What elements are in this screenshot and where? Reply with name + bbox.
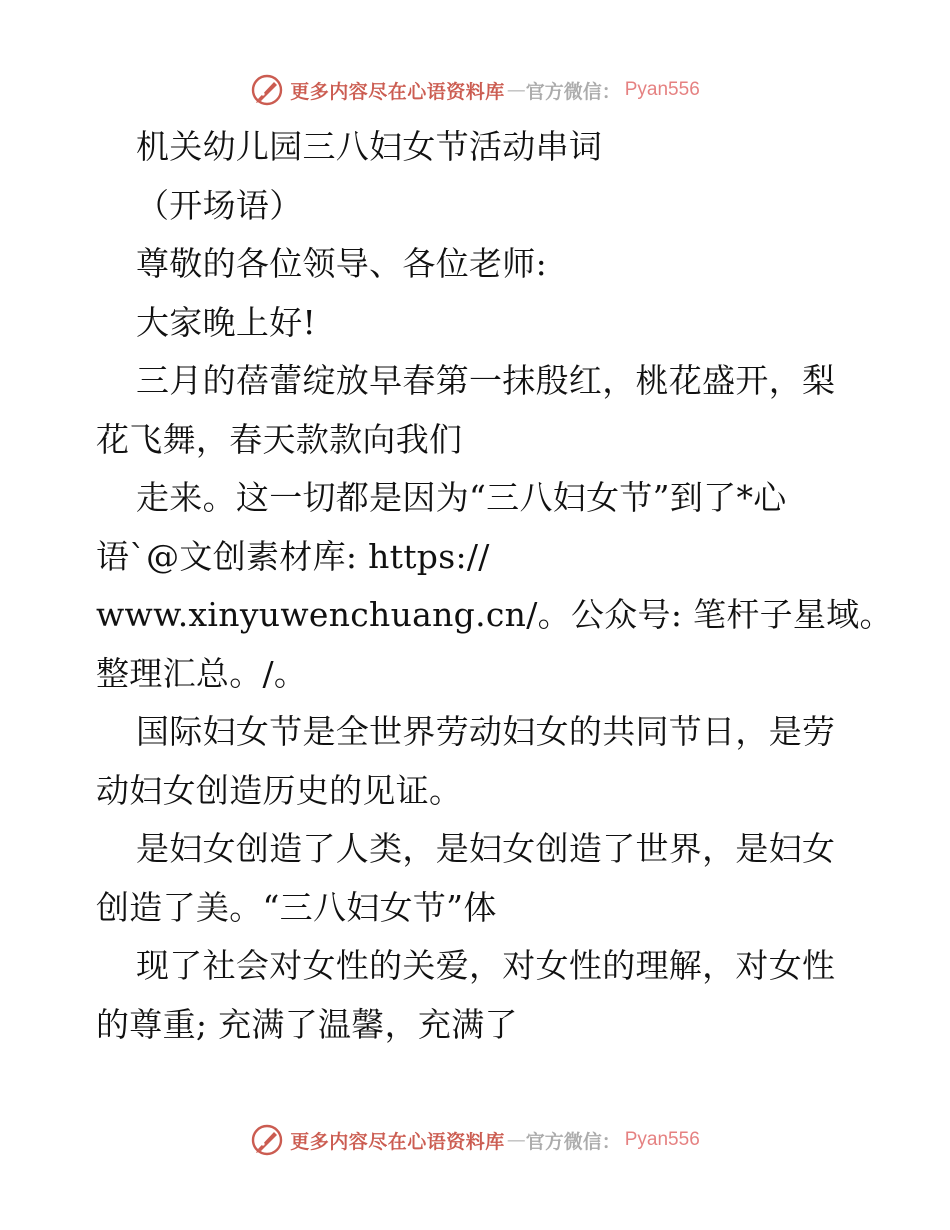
watermark-text: 更多内容尽在心语资料库: [290, 1130, 505, 1153]
text-line: 花飞舞，春天款款向我们: [96, 419, 463, 459]
watermark-dash: —: [506, 79, 524, 101]
text-line: 是妇女创造了人类，是妇女创造了世界，是妇女: [136, 829, 836, 868]
section-heading: （开场语）: [136, 185, 303, 225]
text-line: www.xinyuwenchuang.cn/。公众号: 笔杆子星域。: [96, 595, 893, 634]
watermark-wechat-id: Pyan556: [624, 1129, 700, 1150]
text-line: 整理汇总。/。: [96, 653, 308, 693]
watermark-dash: —: [506, 1129, 524, 1151]
text-line: 创造了美。“三八妇女节”体: [96, 887, 497, 927]
text-line: 大家晚上好!: [136, 302, 317, 342]
text-line: 走来。这一切都是因为“三八妇女节”到了*心: [136, 478, 787, 517]
footer-watermark: [0, 1120, 950, 1160]
watermark-text: 更多内容尽在心语资料库: [290, 80, 505, 103]
watermark-wechat-label: 官方微信：: [525, 1130, 621, 1153]
text-line: 动妇女创造历史的见证。: [96, 770, 463, 810]
text-line: 现了社会对女性的关爱，对女性的理解，对女性: [136, 946, 836, 985]
document-title: 机关幼儿园三八妇女节活动串词: [136, 127, 603, 166]
text-line: 国际妇女节是全世界劳动妇女的共同节日，是劳: [136, 712, 836, 751]
document-body: [96, 118, 893, 1054]
watermark-wechat-id: Pyan556: [624, 79, 700, 100]
text-line: 三月的蓓蕾绽放早春第一抹殷红，桃花盛开，梨: [136, 361, 836, 400]
text-line: 的尊重; 充满了温馨，充满了: [96, 1004, 518, 1044]
text-line: 尊敬的各位领导、各位老师:: [136, 244, 548, 283]
header-watermark: [0, 70, 950, 110]
quill-pen-logo-icon: [250, 73, 284, 107]
watermark-wechat-label: 官方微信：: [525, 80, 621, 103]
quill-pen-logo-icon: [250, 1123, 284, 1157]
text-line: 语`@文创素材库: https://: [96, 536, 490, 576]
